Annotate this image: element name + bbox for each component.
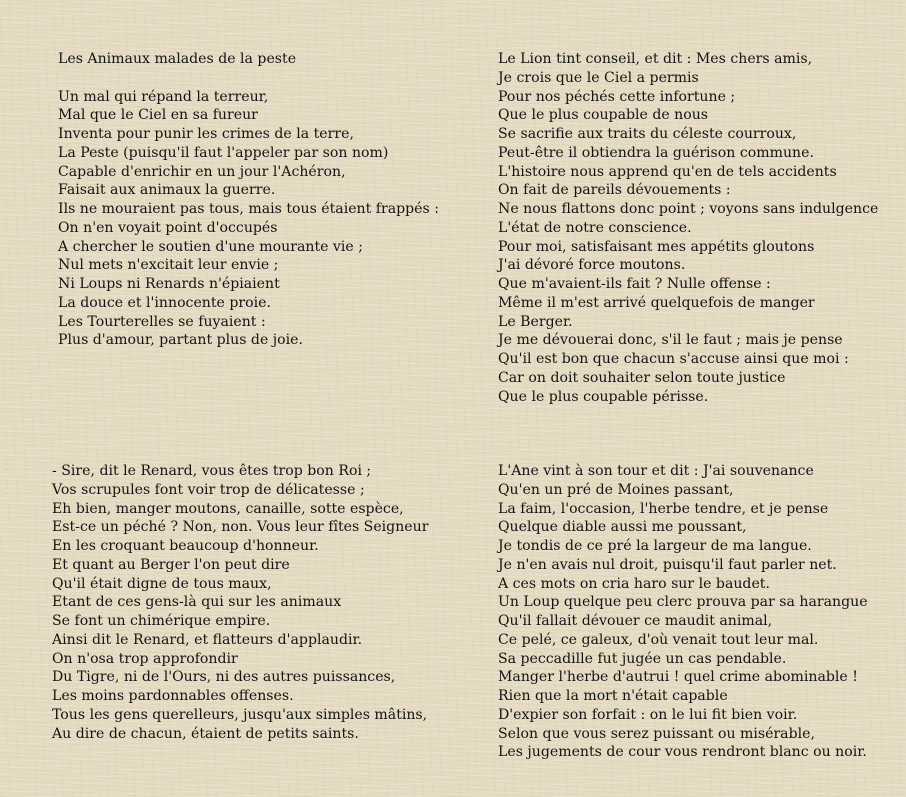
poem-line: Un mal qui répand la terreur, <box>58 88 269 105</box>
poem-line: Ce pelé, ce galeux, d'où venait tout leur mal. <box>498 631 819 648</box>
poem-section-top-right <box>498 50 878 406</box>
poem-line: Que le plus coupable périsse. <box>498 388 709 405</box>
poem-line: Plus d'amour, partant plus de joie. <box>58 332 303 349</box>
poem-line: Qu'il était digne de tous maux, <box>52 575 272 592</box>
poem-line: L'Ane vint à son tour et dit : J'ai souvenance <box>498 463 814 479</box>
poem-line: D'expier son forfait : on le lui fit bien voir. <box>498 706 798 723</box>
poem-line: Se font un chimérique empire. <box>52 613 271 629</box>
poem-line: Que le plus coupable de nous <box>498 107 709 124</box>
poem-line: Au dire de chacun, étaient de petits saints. <box>52 725 359 742</box>
poem-line: Les moins pardonnables offenses. <box>52 688 294 704</box>
poem-line: Faisait aux animaux la guerre. <box>58 182 276 199</box>
poem-line: Nul mets n'excitait leur envie ; <box>58 257 279 274</box>
poem-line: Un Loup quelque peu clerc prouva par sa harangue <box>498 594 868 611</box>
poem-line: Pour nos péchés cette infortune ; <box>498 88 736 105</box>
poem-line: La douce et l'innocente proie. <box>58 294 271 311</box>
poem-line: On n'en voyait point d'occupés <box>58 219 278 236</box>
poem-line: Les Tourterelles se fuyaient : <box>58 313 266 330</box>
poem-line: Je tondis de ce pré la largeur de ma langue. <box>498 538 812 554</box>
poem-line: Du Tigre, ni de l'Ours, ni des autres puissances, <box>52 669 396 686</box>
poem-line: On fait de pareils dévouements : <box>498 182 731 199</box>
poem-line: Tous les gens querelleurs, jusqu'aux simples mâtins, <box>52 706 428 723</box>
poem-line: Le Berger. <box>498 313 573 330</box>
poem-line: Ni Loups ni Renards n'épiaient <box>58 276 280 292</box>
poem-line: Sa peccadille fut jugée un cas pendable. <box>498 650 787 667</box>
poem-section-top-left <box>58 50 439 350</box>
poem-line: Ainsi dit le Renard, et flatteurs d'applaudir. <box>52 631 363 648</box>
poem-line: Manger l'herbe d'autrui ! quel crime abominable ! <box>498 669 858 686</box>
poem-line: A chercher le soutien d'une mourante vie ; <box>58 238 363 255</box>
poem-line: Je crois que le Ciel a permis <box>498 69 699 86</box>
poem-line: Pour moi, satisfaisant mes appétits gloutons <box>498 238 815 255</box>
poem-line: Eh bien, manger moutons, canaille, sotte espèce, <box>52 500 404 517</box>
poem-line: Est-ce un péché ? Non, non. Vous leur fîtes Seigneur <box>52 519 429 536</box>
poem-line: Etant de ces gens-là qui sur les animaux <box>52 594 342 611</box>
poem-section-bottom-right <box>498 462 868 762</box>
poem-line: Vos scrupules font voir trop de délicatesse ; <box>52 481 365 498</box>
poem-line: Je n'en avais nul droit, puisqu'il faut parler net. <box>498 556 837 573</box>
poem-line: J'ai dévoré force moutons. <box>498 257 686 274</box>
poem-line: Que m'avaient-ils fait ? Nulle offense : <box>498 276 771 292</box>
poem-line: La Peste (puisqu'il faut l'appeler par son nom) <box>58 144 389 161</box>
poem-line: Mal que le Ciel en sa fureur <box>58 107 258 124</box>
poem-line: Qu'il fallait dévouer ce maudit animal, <box>498 613 773 629</box>
poem-line: Selon que vous serez puissant ou misérable, <box>498 725 815 742</box>
poem-line: Se sacrifie aux traits du céleste courroux, <box>498 126 797 142</box>
poem-line: - Sire, dit le Renard, vous êtes trop bon Roi ; <box>52 463 372 479</box>
poem-line: Rien que la mort n'était capable <box>498 688 728 704</box>
poem-title: Les Animaux malades de la peste <box>58 51 297 67</box>
poem-line <box>58 69 439 88</box>
poem-line: Ne nous flattons donc point ; voyons sans indulgence <box>498 201 879 217</box>
poem-line: On n'osa trop approfondir <box>52 650 238 667</box>
poem-line: Le Lion tint conseil, et dit : Mes chers amis, <box>498 51 813 67</box>
poem-line: Même il m'est arrivé quelquefois de manger <box>498 294 815 311</box>
poem-line: Quelque diable aussi me poussant, <box>498 519 747 536</box>
poem-section-bottom-left <box>52 462 428 743</box>
poem-line: Les jugements de cour vous rendront blanc ou noir. <box>498 744 867 761</box>
poem-line: Et quant au Berger l'on peut dire <box>52 556 290 573</box>
poem-line: L'état de notre conscience. <box>498 219 692 236</box>
poem-line: Qu'il est bon que chacun s'accuse ainsi que moi : <box>498 351 849 367</box>
poem-line: A ces mots on cria haro sur le baudet. <box>498 575 770 592</box>
poem-line: Inventa pour punir les crimes de la terre, <box>58 126 354 142</box>
poem-line: Car on doit souhaiter selon toute justice <box>498 369 786 386</box>
poem-line: Je me dévouerai donc, s'il le faut ; mais je pense <box>498 332 843 349</box>
poem-line: En les croquant beaucoup d'honneur. <box>52 538 319 554</box>
poem-line: L'histoire nous apprend qu'en de tels accidents <box>498 163 837 180</box>
poem-line: Qu'en un pré de Moines passant, <box>498 481 734 498</box>
poem-line: Peut-être il obtiendra la guérison commune. <box>498 144 814 161</box>
poem-line: Capable d'enrichir en un jour l'Achéron, <box>58 163 346 180</box>
poem-line: Ils ne mouraient pas tous, mais tous étaient frappés : <box>58 201 439 217</box>
poem-line: La faim, l'occasion, l'herbe tendre, et je pense <box>498 500 829 517</box>
